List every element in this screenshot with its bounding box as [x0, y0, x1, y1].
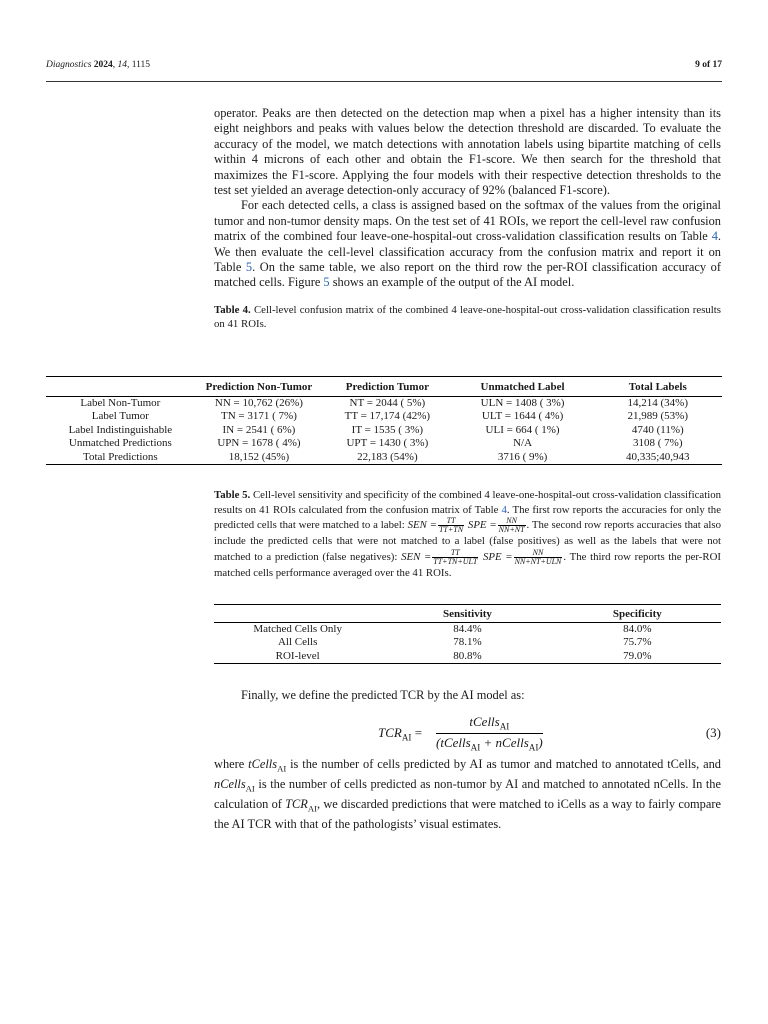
table-row	[214, 636, 721, 649]
equation-3	[214, 714, 721, 753]
table-row	[214, 650, 721, 664]
table-cell: 75.7%	[623, 636, 652, 649]
table-5-caption: Table 5. Cell-level sensitivity and specificity of the combined 4 leave-one-hospital-out cross-validation classification results on 41 ROIs calculated from the confusion matrix of Table 4. The first row reports the accuracies for only the predicted cells that were matched to a label: SEN = $\frac{TT}{TT+TN}$ SPE = $\frac{NN}{NN+NT}$ . The second row reports accuracies that also include the predicted cells that were not matched to a label (false positives) as well as the labels that were not matched to a prediction (false negatives): SEN = $\frac{TT}{\text{TT+TN+ULT}}$ SPE = $\frac{NN}{\text{NN+NT+ULN}}$ . The third row reports the per-ROI matched cells performance averaged over the 41 ROIs.	[214, 489, 722, 579]
table-5-link[interactable]: 5	[245, 260, 253, 275]
table-cell: 3716 ( 9%)	[497, 450, 548, 463]
sen-all-fraction: $\frac{TT}{\text{TT+TN+ULT}}$	[433, 547, 478, 566]
table-cell: 22,183 (54%)	[357, 450, 418, 463]
equation-lhs: $TCR_{AI}$ =	[378, 725, 423, 743]
table-4-caption: Table 4. Cell-level confusion matrix of the combined 4 leave-one-hospital-out cross-validation classification results on 41 ROIs.	[214, 303, 721, 331]
body-text	[214, 106, 721, 332]
table-5-caption-block	[214, 488, 721, 580]
equation-number: (3)	[705, 725, 721, 740]
page-header	[46, 60, 722, 70]
spe-fraction: $\frac{NN}{NN+NT}$	[498, 516, 525, 535]
body-text-final	[214, 757, 721, 832]
paragraph-3: Finally, we define the predicted TCR by the AI model as:	[241, 688, 525, 702]
table-cell: ULT = 1644 ( 4%)	[481, 410, 564, 423]
table-cell: NN = 10,762 (26%)	[214, 397, 303, 409]
table-row	[214, 623, 721, 637]
table-4-link[interactable]: 4	[711, 229, 718, 244]
page-number: 9 of 17	[695, 60, 722, 70]
table-4-link[interactable]: 4	[501, 503, 507, 516]
table-row	[46, 410, 722, 423]
table-header-row: Prediction Non-Tumor Prediction Tumor Unmatched Label Total Labels	[46, 377, 722, 397]
row-label: All Cells	[277, 636, 318, 649]
table-cell: ULI = 664 ( 1%)	[485, 423, 560, 436]
row-label: Label Non-Tumor	[80, 397, 161, 409]
table-row	[46, 451, 722, 465]
table-cell: 3108 ( 7%)	[633, 437, 683, 450]
row-label: Label Tumor	[91, 410, 149, 423]
table-cell: NT = 2044 ( 5%)	[349, 397, 426, 409]
table-cell: 40,335;40,943	[625, 450, 690, 463]
table-cell: TT = 17,174 (42%)	[344, 410, 431, 423]
body-text-lower	[214, 688, 721, 703]
table-cell: IT = 1535 ( 3%)	[351, 423, 424, 436]
table-cell: 79.0%	[623, 649, 652, 662]
table-row	[46, 397, 722, 411]
table-4	[46, 376, 722, 465]
equation-fraction: tCells$_{AI}$ (tCells$_{AI}$ + nCells$_{AI}$)	[436, 714, 543, 753]
table-cell: IN = 2541 ( 6%)	[222, 423, 296, 436]
table-cell: N/A	[513, 437, 533, 450]
table-cell: 14,214 (34%)	[627, 397, 689, 409]
table-cell: UPT = 1430 ( 3%)	[346, 437, 429, 450]
table-cell: 84.0%	[623, 623, 652, 635]
row-label: Total Predictions	[83, 450, 158, 463]
spe-all-fraction: $\frac{NN}{\text{NN+NT+ULN}}$	[514, 547, 562, 566]
table-row	[46, 424, 722, 437]
row-label: Unmatched Predictions	[68, 437, 172, 450]
table-cell: 80.8%	[453, 649, 482, 662]
row-label: ROI-level	[275, 649, 320, 662]
table-cell: 78.1%	[453, 636, 482, 649]
table-cell: 4740 (11%)	[631, 423, 684, 436]
table-cell: TN = 3171 ( 7%)	[221, 410, 297, 423]
row-label: Matched Cells Only	[253, 623, 342, 635]
table-cell: 84.4%	[453, 623, 482, 635]
table-header-row: Sensitivity Specificity	[214, 605, 721, 623]
table-cell: 21,989 (53%)	[627, 410, 689, 423]
journal-citation: Diagnostics 2024, 14, 1115	[46, 60, 151, 70]
table-cell: ULN = 1408 ( 3%)	[480, 397, 565, 409]
table-cell: 18,152 (45%)	[228, 450, 290, 463]
paragraph-2: For each detected cells, a class is assigned based on the softmax of the values from the original tumor and non-tumor density maps. On the test set of 41 ROIs, we report the cell-level raw confusion matrix of the combined four leave-one-hospital-out cross-validation classification results on Table 4. We then evaluate the cell-level classification accuracy from the confusion matrix and report it on Table 5. On the same table, we also report on the third row the per-ROI classification accuracy of matched cells. Figure 5 shows an example of the output of the AI model.	[214, 198, 721, 290]
header-rule	[46, 81, 722, 82]
paragraph-1: operator. Peaks are then detected on the detection map when a pixel has a higher intensity than its eight neighbors and peaks with values below the detection threshold are discarded. To evaluate the accuracy of the model, we match detections with annotation labels using bipartite matching of cells within 4 microns of each other and obtain the F1-score. We then search for the threshold that maximizes the F1-score. Applying the four models with their respective detection thresholds to the test set yielded an average detection-only accuracy of 92% (balanced F1-score).	[214, 106, 721, 198]
sen-fraction: $\frac{TT}{TT+TN}$	[438, 516, 464, 535]
table-cell: UPN = 1678 ( 4%)	[217, 437, 301, 450]
table-5	[214, 604, 721, 664]
row-label: Label Indistinguishable	[68, 423, 173, 436]
paragraph-4: where tCells$_{AI}$ is the number of cells predicted by AI as tumor and matched to annotated tCells, and nCells$_{AI}$ is the number of cells predicted as non-tumor by AI and matched to annotated nCells. In the calculation of $TCR_{AI}$, we discarded predictions that were matched to iCells as a way to fairly compare the AI TCR with that of the pathologists’ visual estimates.	[214, 757, 721, 831]
table-row	[46, 437, 722, 450]
figure-5-link[interactable]: 5	[323, 275, 330, 290]
